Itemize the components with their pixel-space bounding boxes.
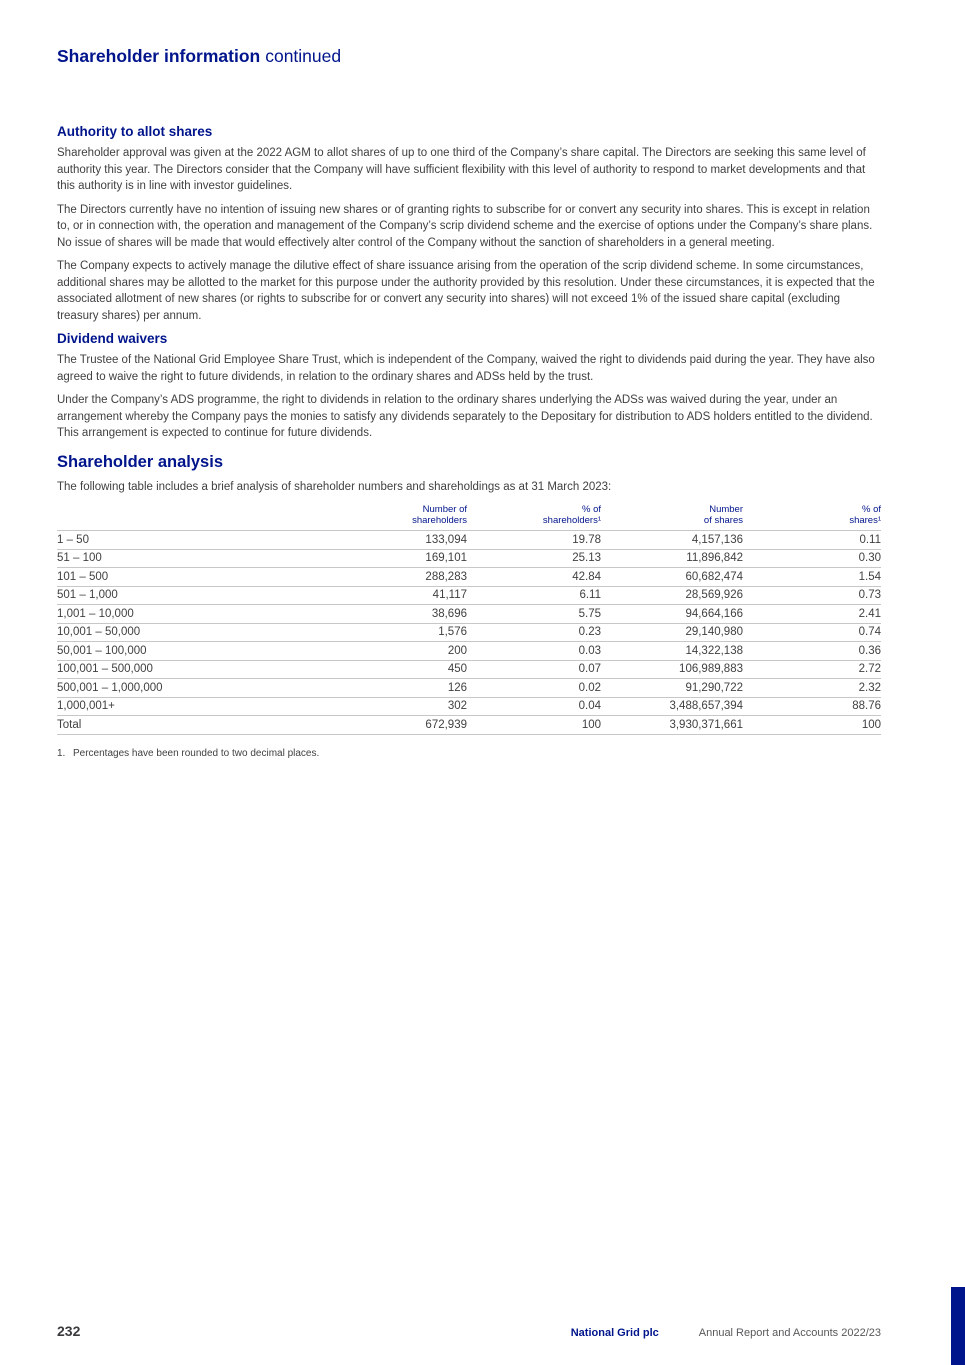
section-edge-tab	[951, 1287, 965, 1365]
cell-number-of-shareholders: 126	[307, 679, 467, 698]
cell-percent-of-shares: 88.76	[743, 697, 881, 716]
cell-range: 1,000,001+	[57, 697, 307, 716]
table-row	[57, 568, 881, 587]
cell-percent-of-shares: 0.11	[743, 531, 881, 550]
paragraph: The Directors currently have no intention of issuing new shares or of granting rights to subscribe for or convert any security into shares. This is except in relation to, or in connection with, the operation and management of the Company’s scrip dividend scheme and the exercise of options under the Company’s share plans. No issue of shares will be made that would effectively alter control of the Company without the sanction of shareholders in a general meeting.	[57, 203, 873, 249]
page-header	[57, 46, 881, 67]
cell-percent-of-shares: 0.30	[743, 549, 881, 568]
section-heading-dividend-waivers: Dividend waivers	[57, 331, 168, 347]
table-intro: The following table includes a brief analysis of shareholder numbers and shareholdings as at 31 March 2023:	[57, 480, 612, 493]
column-header-number-of-shares	[601, 504, 743, 531]
cell-percent-of-shares: 2.32	[743, 679, 881, 698]
table-row	[57, 716, 881, 735]
cell-percent-of-shareholders: 0.03	[467, 642, 601, 661]
column-header-line: Number	[709, 504, 743, 516]
cell-percent-of-shares: 2.41	[743, 605, 881, 624]
cell-percent-of-shareholders: 25.13	[467, 549, 601, 568]
cell-percent-of-shares: 2.72	[743, 660, 881, 679]
cell-number-of-shares: 28,569,926	[601, 586, 743, 605]
cell-number-of-shares: 29,140,980	[601, 623, 743, 642]
column-header-percent-of-shares	[743, 504, 881, 531]
cell-number-of-shares: 4,157,136	[601, 531, 743, 550]
cell-percent-of-shareholders: 100	[467, 716, 601, 735]
cell-range: 10,001 – 50,000	[57, 623, 307, 642]
page-title	[57, 46, 881, 67]
page-number: 232	[57, 1323, 81, 1339]
cell-range: 51 – 100	[57, 549, 307, 568]
cell-number-of-shareholders: 133,094	[307, 531, 467, 550]
cell-percent-of-shareholders: 0.07	[467, 660, 601, 679]
footnote-marker: 1.	[57, 747, 66, 759]
cell-number-of-shares: 3,930,371,661	[601, 716, 743, 735]
table-row	[57, 660, 881, 679]
table-head	[57, 504, 881, 531]
cell-range: 50,001 – 100,000	[57, 642, 307, 661]
cell-percent-of-shares: 1.54	[743, 568, 881, 587]
table-row	[57, 605, 881, 624]
cell-percent-of-shareholders: 5.75	[467, 605, 601, 624]
page-title-continued: continued	[265, 46, 342, 66]
cell-percent-of-shares: 0.73	[743, 586, 881, 605]
cell-number-of-shares: 91,290,722	[601, 679, 743, 698]
cell-number-of-shareholders: 1,576	[307, 623, 467, 642]
column-header-range	[57, 504, 307, 531]
table-row	[57, 642, 881, 661]
footer-report-title: Annual Report and Accounts 2022/23	[698, 1327, 881, 1339]
cell-number-of-shareholders: 302	[307, 697, 467, 716]
cell-percent-of-shareholders: 42.84	[467, 568, 601, 587]
footer-brand: National Grid plc	[570, 1327, 659, 1339]
table-footnote	[57, 747, 881, 760]
cell-percent-of-shareholders: 0.23	[467, 623, 601, 642]
table-row	[57, 679, 881, 698]
cell-percent-of-shareholders: 0.04	[467, 697, 601, 716]
paragraph: Shareholder approval was given at the 2022 AGM to allot shares of up to one third of the Company’s share capital. The Directors are seeking this same level of authority this year. The Directors consider that the Company will have sufficient flexibility with this level of authority to respond to market developments and that this authority is in line with investor guidelines.	[57, 147, 866, 193]
cell-range: Total	[57, 716, 307, 735]
cell-number-of-shareholders: 672,939	[307, 716, 467, 735]
column-header-number-of-shareholders	[307, 504, 467, 531]
cell-number-of-shareholders: 200	[307, 642, 467, 661]
paragraph: Under the Company’s ADS programme, the right to dividends in relation to the ordinary shares underlying the ADSs was waived during the year, under an arrangement whereby the Company pays the monies to satisfy any dividends separately to the Depositary for distribution to ADS holders entitled to the dividend. This arrangement is expected to continue for future dividends.	[57, 394, 873, 440]
column-header-line: % of	[581, 504, 601, 516]
cell-range: 500,001 – 1,000,000	[57, 679, 307, 698]
section-authority-to-allot-shares	[57, 124, 881, 324]
cell-range: 501 – 1,000	[57, 586, 307, 605]
table-body	[57, 531, 881, 735]
table-row	[57, 531, 881, 550]
cell-number-of-shareholders: 38,696	[307, 605, 467, 624]
column-header-line: shareholders	[412, 515, 467, 527]
table-row	[57, 623, 881, 642]
column-header-line: shares¹	[849, 515, 881, 527]
footer-right	[571, 1327, 881, 1339]
column-header-percent-of-shareholders	[467, 504, 601, 531]
column-header-line: Number of	[422, 504, 467, 516]
section-shareholder-analysis	[57, 453, 881, 760]
cell-number-of-shareholders: 288,283	[307, 568, 467, 587]
cell-percent-of-shares: 100	[743, 716, 881, 735]
cell-range: 101 – 500	[57, 568, 307, 587]
section-dividend-waivers	[57, 331, 881, 442]
cell-number-of-shares: 3,488,657,394	[601, 697, 743, 716]
page-footer	[57, 1323, 881, 1339]
cell-number-of-shares: 14,322,138	[601, 642, 743, 661]
cell-number-of-shareholders: 169,101	[307, 549, 467, 568]
table-row	[57, 697, 881, 716]
table-row	[57, 549, 881, 568]
cell-number-of-shares: 94,664,166	[601, 605, 743, 624]
table-row	[57, 586, 881, 605]
table-header-row	[57, 504, 881, 531]
cell-number-of-shareholders: 41,117	[307, 586, 467, 605]
paragraph: The Trustee of the National Grid Employee Share Trust, which is independent of the Company, waived the right to dividends paid during the year. They have also agreed to waive the right to future dividends, in relation to the ordinary shares and ADSs held by the trust.	[57, 354, 875, 383]
cell-number-of-shares: 60,682,474	[601, 568, 743, 587]
cell-percent-of-shareholders: 19.78	[467, 531, 601, 550]
cell-number-of-shares: 11,896,842	[601, 549, 743, 568]
cell-percent-of-shareholders: 0.02	[467, 679, 601, 698]
cell-percent-of-shares: 0.36	[743, 642, 881, 661]
cell-number-of-shareholders: 450	[307, 660, 467, 679]
paragraph: The Company expects to actively manage the dilutive effect of share issuance arising from the operation of the scrip dividend scheme. In some circumstances, additional shares may be allotted to the market for this purpose under the authority provided by this resolution. Under these circumstances, it is expected that the associated allotment of new shares (or rights to subscribe for or convert any security into shares) will not exceed 1% of the issued share capital (excluding treasury shares) per annum.	[57, 260, 875, 322]
cell-number-of-shares: 106,989,883	[601, 660, 743, 679]
section-heading-authority: Authority to allot shares	[57, 124, 213, 139]
column-header-line: % of	[861, 504, 881, 516]
cell-range: 100,001 – 500,000	[57, 660, 307, 679]
column-header-line: shareholders¹	[542, 515, 601, 527]
cell-range: 1,001 – 10,000	[57, 605, 307, 624]
cell-percent-of-shares: 0.74	[743, 623, 881, 642]
page-title-main: Shareholder information	[57, 46, 261, 66]
column-header-line: of shares	[703, 515, 743, 527]
footnote-text: Percentages have been rounded to two decimal places.	[73, 747, 320, 759]
cell-range: 1 – 50	[57, 531, 307, 550]
shareholder-table	[57, 504, 881, 735]
section-heading-shareholder-analysis: Shareholder analysis	[57, 452, 223, 471]
cell-percent-of-shareholders: 6.11	[467, 586, 601, 605]
